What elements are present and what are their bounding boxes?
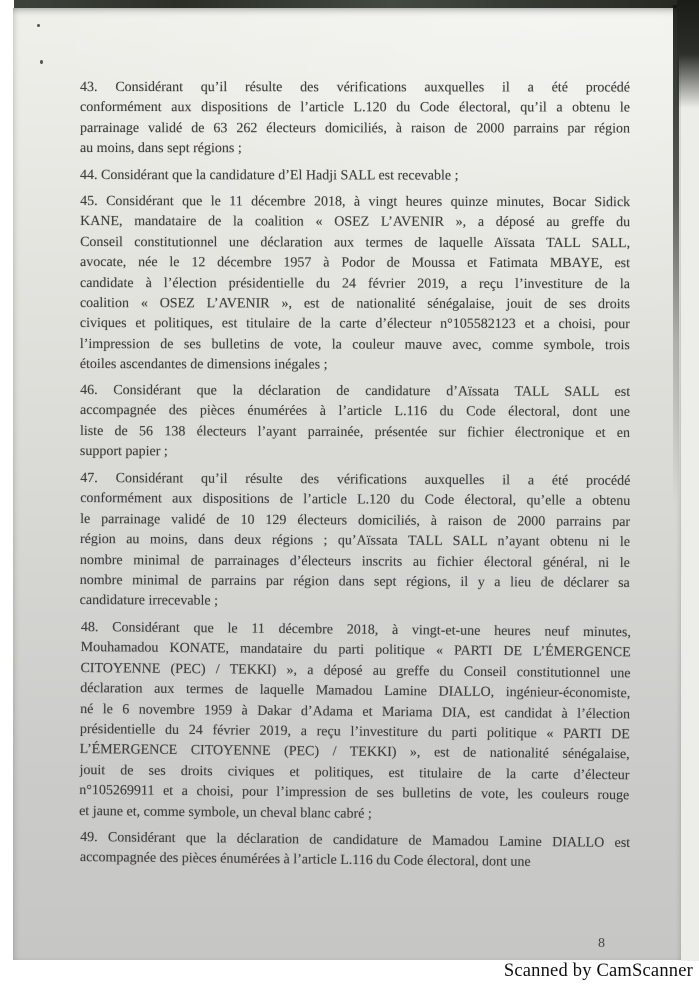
paragraph-44 [80, 166, 630, 187]
text-line: né le 6 novembre 1959 à Dakar d’Adama et Mariama DIA, est candidat à l’élection [80, 701, 631, 722]
text-line: accompagnée des pièces énumérées à l’article L.116 du Code électoral, dont une [79, 850, 531, 870]
paragraph-46 [80, 381, 630, 464]
text-line: avocate, née le 12 décembre 1957 à Podor de Moussa et Fatimata MBAYE, est [80, 255, 631, 272]
scan-background-corner [677, 0, 699, 108]
text-line: candidature irrecevable ; [79, 593, 219, 610]
document-text [80, 78, 630, 874]
text-line: 46. Considérant que la déclaration de candidature d’Aïssata TALL SALL est [80, 383, 631, 401]
text-line: conformément aux dispositions de l’article L.120 du Code électoral, qu’elle a obtenu [80, 491, 631, 510]
text-line: L’ÉMERGENCE CITOYENNE (PEC) / TEKKI) », est de nationalité sénégalaise, [79, 742, 630, 763]
paragraph-43 [80, 78, 630, 160]
text-line: nombre minimal de parrains par région dans sept régions, il y a lieu de déclarer sa [79, 572, 630, 591]
text-line: 45. Considérant que le 11 décembre 2018, à vingt heures quinze minutes, Bocar Sidick [80, 193, 631, 211]
text-line: 49. Considérant que la déclaration de candidature de Mamadou Lamine DIALLO est [80, 829, 631, 851]
text-line: liste de 56 138 électeurs l’ayant parrainée, présentée sur fichier électronique et en [79, 424, 630, 442]
page-number: 8 [598, 936, 605, 951]
text-line: Conseil constitutionnel une déclaration aux termes de laquelle Aïssata TALL SALL, [80, 234, 631, 251]
text-line: Mouhamadou KONATE, mandataire du parti politique « PARTI DE L’ÉMERGENCE [80, 640, 631, 661]
text-line: conformément aux dispositions de l’article L.120 du Code électoral, qu’il a obtenu le [80, 100, 631, 116]
text-line: nombre minimal de parrainages d’électeurs inscrits au fichier électoral général, ni le [79, 552, 630, 571]
text-line: CITOYENNE (PEC) / TEKKI) », a déposé au greffe du Conseil constitutionnel une [80, 660, 631, 681]
scan-speck [37, 24, 40, 27]
text-line: candidate à l’élection présidentielle du 24 février 2019, a reçu l’investiture de la [79, 275, 631, 292]
text-line: support papier ; [79, 444, 168, 460]
text-line: région au moins, dans deux régions ; qu’Aïssata TALL SALL n’ayant obtenu ni le [79, 532, 631, 551]
text-line: le parrainage validé de 10 129 électeurs domiciliés, à raison de 2000 parrains par [80, 511, 631, 530]
text-line: 44. Considérant que la candidature d’El Hadji SALL est recevable ; [79, 167, 459, 184]
camscanner-watermark: Scanned by CamScanner [503, 961, 693, 981]
text-line: déclaration aux termes de laquelle Mamadou Lamine DIALLO, ingénieur-économiste, [80, 680, 631, 702]
text-line: 48. Considérant que le 11 décembre 2018, à vingt-et-une heures neuf minutes, [80, 619, 631, 641]
text-line: étoiles ascendantes de dimensions inégales ; [79, 357, 328, 373]
text-line: coalition « OSEZ L’AVENIR », est de nationalité sénégalaise, jouit de ses droits [79, 295, 630, 313]
paragraph-45 [80, 192, 630, 377]
text-line: civiques et politiques, est titulaire de la carte d’électeur n°105582123 et a choisi, pour [79, 316, 630, 333]
text-line: parrainage validé de 63 262 électeurs domiciliés, à raison de 2000 parrains par région [79, 120, 630, 137]
text-line: KANE, mandataire de la coalition « OSEZ L’AVENIR », a déposé au greffe du [80, 214, 631, 231]
scan-speck [40, 60, 43, 64]
document-paper [13, 8, 681, 960]
text-line: accompagnée des pièces énumérées à l’article L.116 du Code électoral, dont une [80, 403, 631, 421]
paragraph-48 [79, 618, 631, 827]
text-line: et jaune et, comme symbole, un cheval blanc cabré ; [79, 803, 372, 822]
text-line: présidentielle du 24 février 2019, a reçu l’investiture du parti politique « PARTI DE [79, 721, 630, 742]
text-line: jouit de ses droits civiques et politiques, est titulaire de la carte d’électeur [79, 762, 630, 783]
text-line: n°105269911 et a choisi, pour l’impression de ses bulletins de vote, les couleurs rouge [79, 782, 630, 804]
text-line: 47. Considérant qu’il résulte des vérifications auxquelles il a été procédé [80, 471, 631, 489]
text-line: 43. Considérant qu’il résulte des vérifications auxquelles il a été procédé [80, 80, 631, 96]
text-line: l’impression de ses bulletins de vote, la couleur mauve avec, comme symbole, trois [79, 336, 630, 353]
scan-background-right [681, 0, 699, 961]
paragraph-49 [80, 828, 630, 875]
paragraph-47 [80, 469, 631, 615]
text-line: au moins, dans sept régions ; [79, 141, 242, 157]
